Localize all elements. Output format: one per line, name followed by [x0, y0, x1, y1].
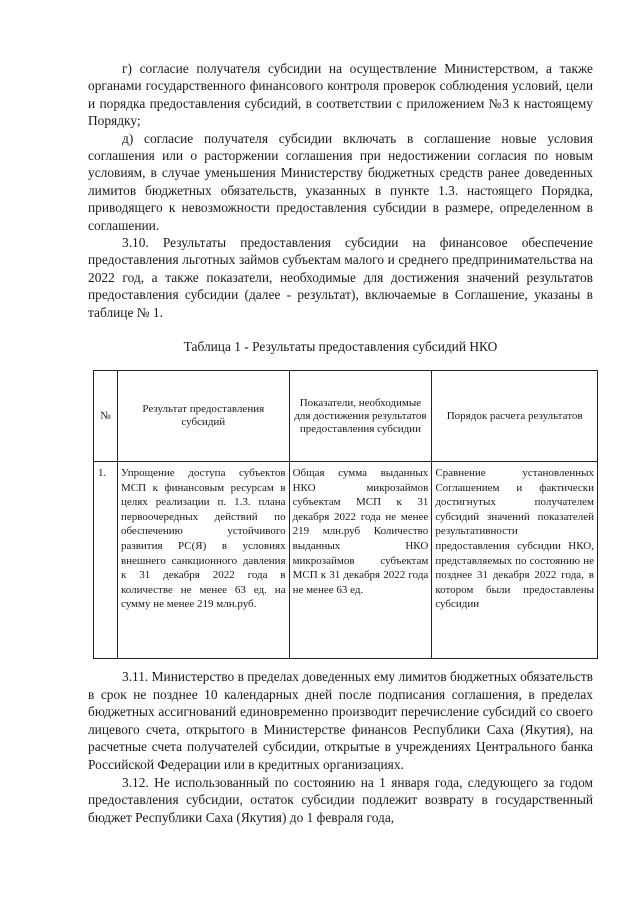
document-body-top: [88, 60, 593, 321]
table-header-row: [94, 371, 598, 462]
header-result: Результат предоставления субсидий: [117, 371, 289, 462]
header-indicators: Показатели, необходимые для достижения результатов предоставления субсидии: [289, 371, 432, 462]
cell-procedure: Сравнение установленных Соглашением и фактически достигнутых получателем субсидий значений показателей результативности предоставления субсидии НКО, представляемых по состоянию не позднее 31 декабря 2022 года, в котором были предоставлены субсидии: [432, 462, 598, 659]
table-row: [94, 462, 598, 659]
table-caption: Таблица 1 - Результаты предоставления субсидий НКО: [183, 339, 498, 354]
paragraph-g-consent: г) согласие получателя субсидии на осуществление Министерством, а также органами государственного финансового контроля проверок соблюдения условий, цели и порядка предоставления субсидий, в соответствии с приложением №3 к настоящему Порядку;: [88, 61, 593, 129]
header-num: №: [94, 371, 118, 462]
header-procedure: Порядок расчета результатов: [432, 371, 598, 462]
cell-num: 1.: [94, 462, 118, 659]
cell-result: Упрощение доступа субъектов МСП к финансовым ресурсам в целях реализации п. 1.3. плана первоочередных действий по обеспечению устойчивого развития РС(Я) в условиях внешнего санкционного давления к 31 декабря 2022 года в количестве не менее 63 ед. на сумму не менее 219 млн.руб.: [117, 462, 289, 659]
document-body-bottom: [88, 668, 593, 826]
paragraph-3-11: 3.11. Министерство в пределах доведенных ему лимитов бюджетных обязательств в срок не позднее 10 календарных дней после подписания соглашения, в пределах бюджетных ассигнований единовременно производит перечисление субсидий со своего лицевого счета, открытого в Министерстве финансов Республики Саха (Якутия), на расчетные счета получателей субсидии, открытые в учреждениях Центрального банка Российской Федерации или в кредитных организациях.: [88, 669, 593, 772]
paragraph-3-10: 3.10. Результаты предоставления субсидии на финансовое обеспечение предоставления льготных займов субъектам малого и среднего предпринимательства на 2022 год, а также показатели, необходимые для достижения значений результатов предоставления субсидии (далее - результат), включаемые в Соглашение, указаны в таблице № 1.: [88, 235, 593, 320]
results-table: [93, 370, 598, 659]
paragraph-d-consent: д) согласие получателя субсидии включать в соглашение новые условия соглашения или о расторжении соглашения при недостижении согласия по новым условиям, в случае уменьшения Министерству бюджетных средств ранее доведенных лимитов бюджетных обязательств, указанных в пункте 1.3. настоящего Порядка, приводящего к невозможности предоставления субсидии в размере, определенном в соглашении.: [88, 130, 593, 233]
cell-indicators: Общая сумма выданных НКО микрозаймов субъектам МСП к 31 декабря 2022 года не менее 219 млн.руб Количество выданных НКО микрозаймов субъектам МСП к 31 декабря 2022 года не менее 63 ед.: [289, 462, 432, 659]
paragraph-3-12: 3.12. Не использованный по состоянию на 1 января года, следующего за годом предоставления субсидии, остаток субсидии подлежит возврату в государственный бюджет Республики Саха (Якутия) до 1 февраля года,: [88, 774, 593, 825]
